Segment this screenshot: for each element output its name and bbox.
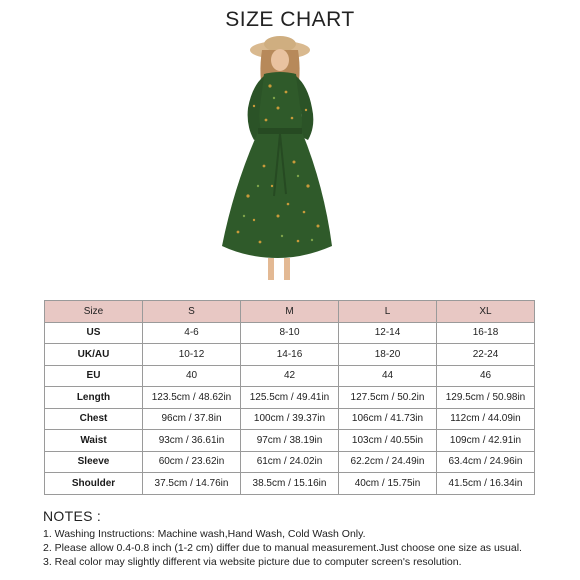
- header-cell: Size: [45, 301, 143, 323]
- table-row: [45, 430, 535, 452]
- table-cell: 112cm / 44.09in: [437, 408, 535, 430]
- table-cell: 61cm / 24.02in: [241, 451, 339, 473]
- table-cell: 37.5cm / 14.76in: [143, 473, 241, 495]
- note-item: 2. Please allow 0.4-0.8 inch (1-2 cm) differ due to manual measurement.Just choose one size as usual.: [43, 542, 522, 554]
- table-cell: 38.5cm / 15.16in: [241, 473, 339, 495]
- table-cell: 106cm / 41.73in: [339, 408, 437, 430]
- header-cell: S: [143, 301, 241, 323]
- table-cell: 62.2cm / 24.49in: [339, 451, 437, 473]
- table-cell: 18-20: [339, 344, 437, 366]
- table-cell: 44: [339, 365, 437, 387]
- notes-section: [43, 508, 563, 569]
- face: [271, 49, 289, 71]
- skirt: [222, 132, 332, 258]
- model-dress-photo: [208, 36, 348, 286]
- table-row: [45, 473, 535, 495]
- table-cell: 14-16: [241, 344, 339, 366]
- row-label: EU: [45, 365, 143, 387]
- table-cell: 22-24: [437, 344, 535, 366]
- size-table: [44, 300, 535, 495]
- table-header-row: [45, 301, 535, 323]
- table-cell: 63.4cm / 24.96in: [437, 451, 535, 473]
- table-cell: 60cm / 23.62in: [143, 451, 241, 473]
- row-label: Chest: [45, 408, 143, 430]
- header-cell: L: [339, 301, 437, 323]
- table-cell: 10-12: [143, 344, 241, 366]
- row-label: Length: [45, 387, 143, 409]
- leg-right: [284, 258, 290, 280]
- page-title: SIZE CHART: [225, 8, 355, 31]
- table-cell: 93cm / 36.61in: [143, 430, 241, 452]
- row-label: Sleeve: [45, 451, 143, 473]
- table-cell: 41.5cm / 16.34in: [437, 473, 535, 495]
- belt: [258, 128, 302, 134]
- table-row: [45, 451, 535, 473]
- table-row: [45, 387, 535, 409]
- table-cell: 103cm / 40.55in: [339, 430, 437, 452]
- table-row: [45, 322, 535, 344]
- table-cell: 129.5cm / 50.98in: [437, 387, 535, 409]
- row-label: UK/AU: [45, 344, 143, 366]
- row-label: Waist: [45, 430, 143, 452]
- table-cell: 97cm / 38.19in: [241, 430, 339, 452]
- note-item: 1. Washing Instructions: Machine wash,Hand Wash, Cold Wash Only.: [43, 528, 366, 540]
- table-row: [45, 344, 535, 366]
- table-cell: 4-6: [143, 322, 241, 344]
- table-cell: 12-14: [339, 322, 437, 344]
- table-cell: 42: [241, 365, 339, 387]
- leg-left: [268, 258, 274, 280]
- table-cell: 96cm / 37.8in: [143, 408, 241, 430]
- row-label: US: [45, 322, 143, 344]
- header-cell: M: [241, 301, 339, 323]
- table-row: [45, 408, 535, 430]
- table-cell: 100cm / 39.37in: [241, 408, 339, 430]
- table-cell: 40cm / 15.75in: [339, 473, 437, 495]
- table-cell: 123.5cm / 48.62in: [143, 387, 241, 409]
- table-cell: 127.5cm / 50.2in: [339, 387, 437, 409]
- table-cell: 40: [143, 365, 241, 387]
- table-cell: 46: [437, 365, 535, 387]
- header-cell: XL: [437, 301, 535, 323]
- table-cell: 109cm / 42.91in: [437, 430, 535, 452]
- notes-heading: NOTES :: [43, 508, 102, 524]
- table-row: [45, 365, 535, 387]
- table-cell: 8-10: [241, 322, 339, 344]
- table-cell: 16-18: [437, 322, 535, 344]
- note-item: 3. Real color may slightly different via website picture due to computer screen's resolution.: [43, 556, 462, 568]
- row-label: Shoulder: [45, 473, 143, 495]
- table-cell: 125.5cm / 49.41in: [241, 387, 339, 409]
